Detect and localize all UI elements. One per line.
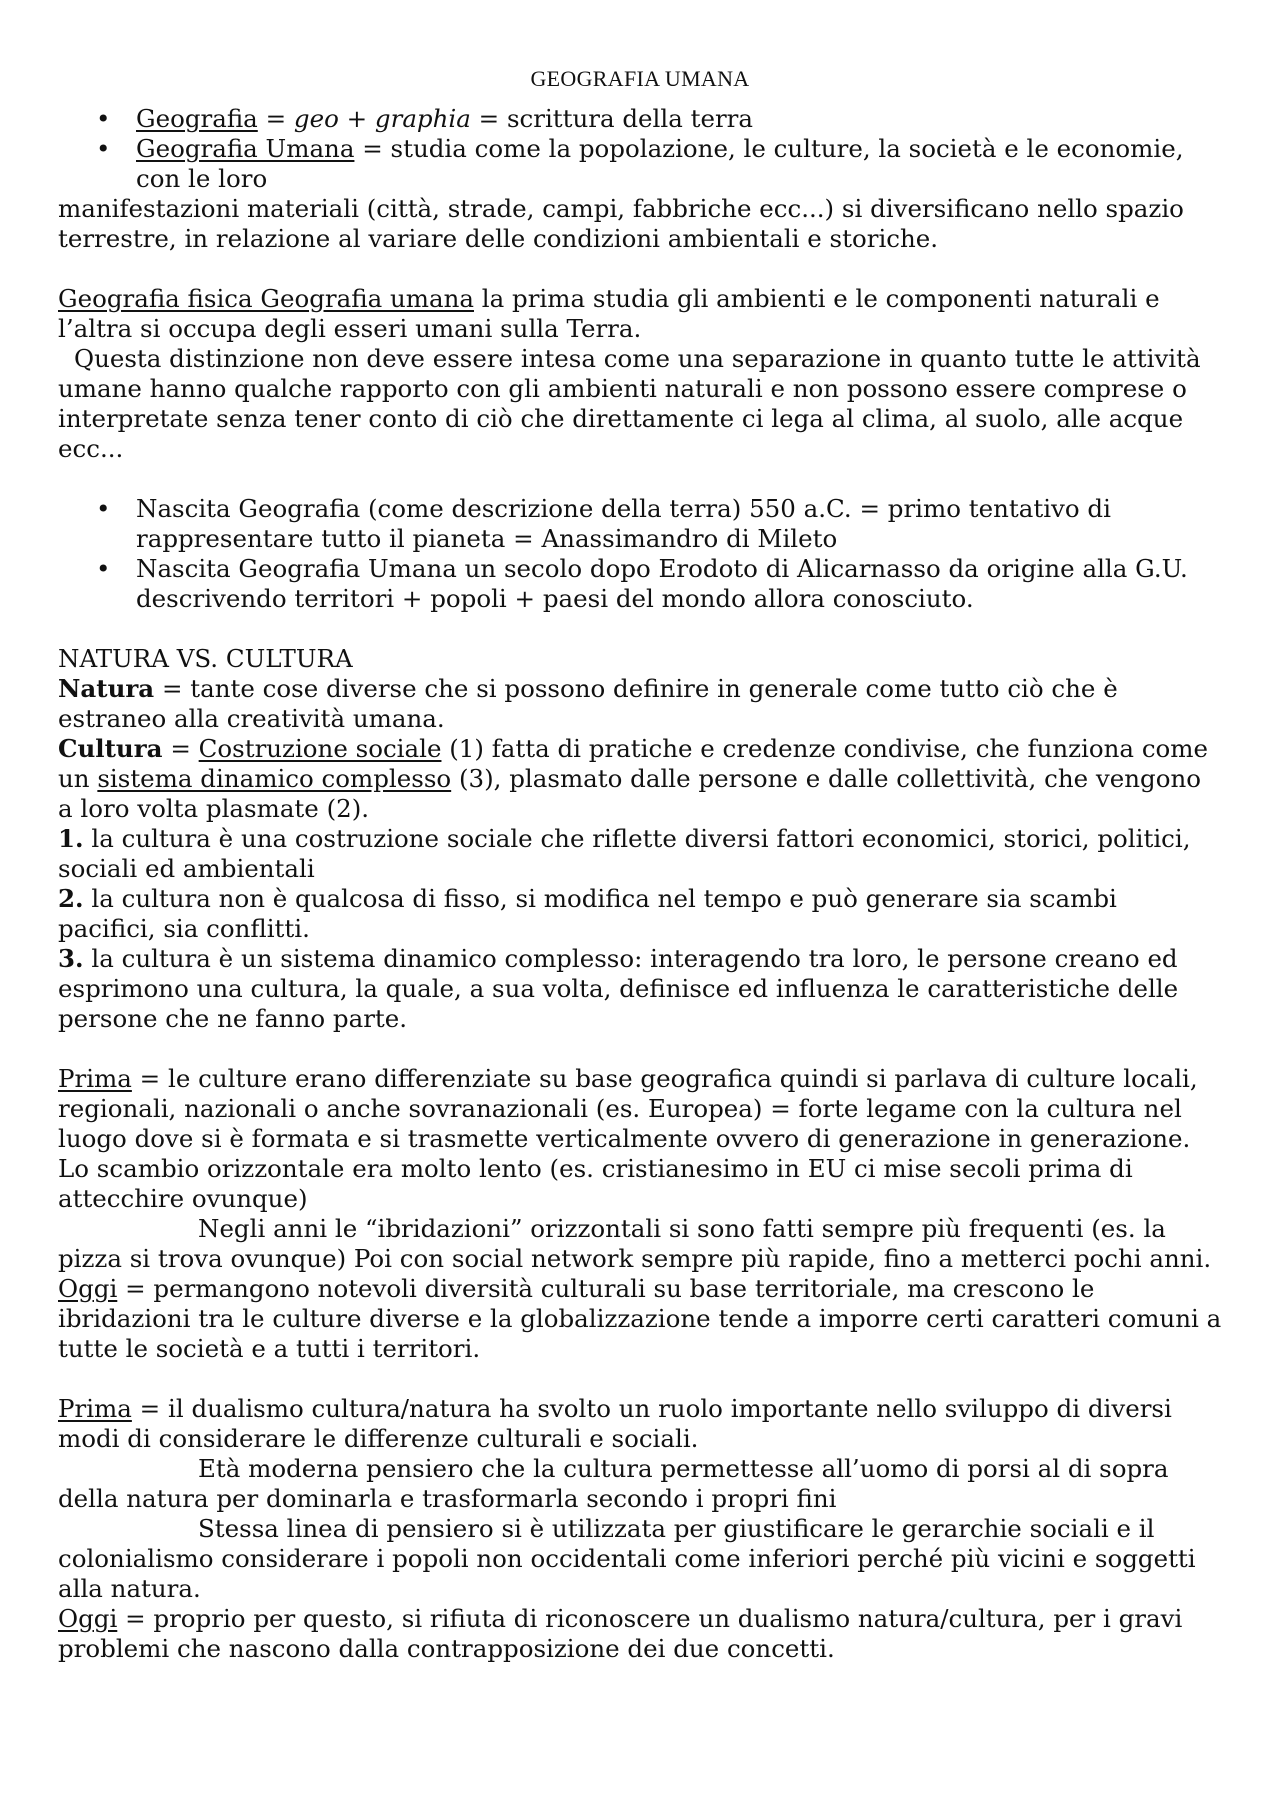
natura-definition: Natura = tante cose diverse che si possono definire in generale come tutto ciò che è estraneo alla creatività umana. (58, 674, 1118, 733)
prima-paragraph: Prima = le culture erano differenziate su base geografica quindi si parlava di culture locali, regionali, nazionali o anche sovranazionali (es. Europea) = forte legame con la cultura nel luogo dove si è formata e si trasmette verticalmente ovvero di generazione in generazione. Lo scambio orizzontale era molto lento (es. cristianesimo in EU ci mise secoli prima di attecchire ovunque) (58, 1064, 1198, 1213)
oggi-dualismo-paragraph: Oggi = proprio per questo, si rifiuta di riconoscere un dualismo natura/cultura, per i gravi problemi che nascono dalla contrapposizione dei due concetti. (58, 1604, 1183, 1663)
list-item: • Nascita Geografia Umana un secolo dopo Erodoto di Alicarnasso da origine alla G.U. descrivendo territori + popoli + paesi del mondo allora conosciuto. (96, 554, 1188, 613)
nascita-bullets (58, 494, 1222, 614)
bullet-icon: • (96, 104, 111, 133)
eta-moderna-paragraph: Età moderna pensiero che la cultura permettesse all’uomo di porsi al di sopra della natura per dominarla e trasformarla secondo i propri fini (58, 1454, 1169, 1513)
point-2: 2. la cultura non è qualcosa di fisso, si modifica nel tempo e può generare sia scambi pacifici, sia conflitti. (58, 884, 1117, 943)
list-item: • Geografia = geo + graphia = scrittura della terra (96, 104, 753, 133)
prima-dualismo-paragraph: Prima = il dualismo cultura/natura ha svolto un ruolo importante nello sviluppo di diversi modi di considerare le differenze culturali e sociali. (58, 1394, 1172, 1453)
bullet-icon: • (96, 134, 111, 163)
point-1: 1. la cultura è una costruzione sociale che riflette diversi fattori economici, storici, politici, sociali ed ambientali (58, 824, 1191, 883)
oggi-paragraph: Oggi = permangono notevoli diversità culturali su base territoriale, ma crescono le ibridazioni tra le culture diverse e la globalizzazione tende a imporre certi caratteri comuni a tutte le società e a tutti i territori. (58, 1274, 1222, 1363)
intro-bullets (58, 104, 1222, 194)
point-3: 3. la cultura è un sistema dinamico complesso: interagendo tra loro, le persone creano ed esprimono una cultura, la quale, a sua volta, definisce ed influenza le caratteristiche delle persone che ne fanno parte. (58, 944, 1179, 1033)
section-heading: NATURA VS. CULTURA (58, 644, 353, 673)
bullet-icon: • (96, 494, 111, 523)
stessa-linea-paragraph: Stessa linea di pensiero si è utilizzata per giustificare le gerarchie sociali e il colonialismo considerare i popoli non occidentali come inferiori perché più vicini e soggetti alla natura. (58, 1514, 1196, 1603)
fisica-umana-paragraph: Geografia fisica Geografia umana la prima studia gli ambienti e le componenti naturali e l’altra si occupa degli esseri umani sulla Terra. (58, 284, 1160, 343)
distinzione-paragraph: Questa distinzione non deve essere intesa come una separazione in quanto tutte le attività umane hanno qualche rapporto con gli ambienti naturali e non possono essere comprese o interpretate senza tener conto di ciò che direttamente ci lega al clima, al suolo, alle acque ecc... (58, 344, 1201, 463)
list-item: • Nascita Geografia (come descrizione della terra) 550 a.C. = primo tentativo di rappresentare tutto il pianeta = Anassimandro di Mileto (96, 494, 1111, 553)
bullet-icon: • (96, 554, 111, 583)
list-item: • Geografia Umana = studia come la popolazione, le culture, la società e le economie, con le loro (96, 134, 1184, 193)
intro-continuation: manifestazioni materiali (città, strade, campi, fabbriche ecc...) si diversificano nello spazio terrestre, in relazione al variare delle condizioni ambientali e storiche. (58, 194, 1184, 253)
page-title: GEOGRAFIA UMANA (530, 66, 750, 91)
ibridazioni-paragraph: Negli anni le “ibridazioni” orizzontali si sono fatti sempre più frequenti (es. la pizza si trova ovunque) Poi con social network sempre più rapide, fino a metterci pochi anni. (58, 1214, 1212, 1273)
cultura-definition: Cultura = Costruzione sociale (1) fatta di pratiche e credenze condivise, che funziona come un sistema dinamico complesso (3), plasmato dalle persone e dalle collettività, che vengono a loro volta plasmate (2). (58, 734, 1209, 823)
